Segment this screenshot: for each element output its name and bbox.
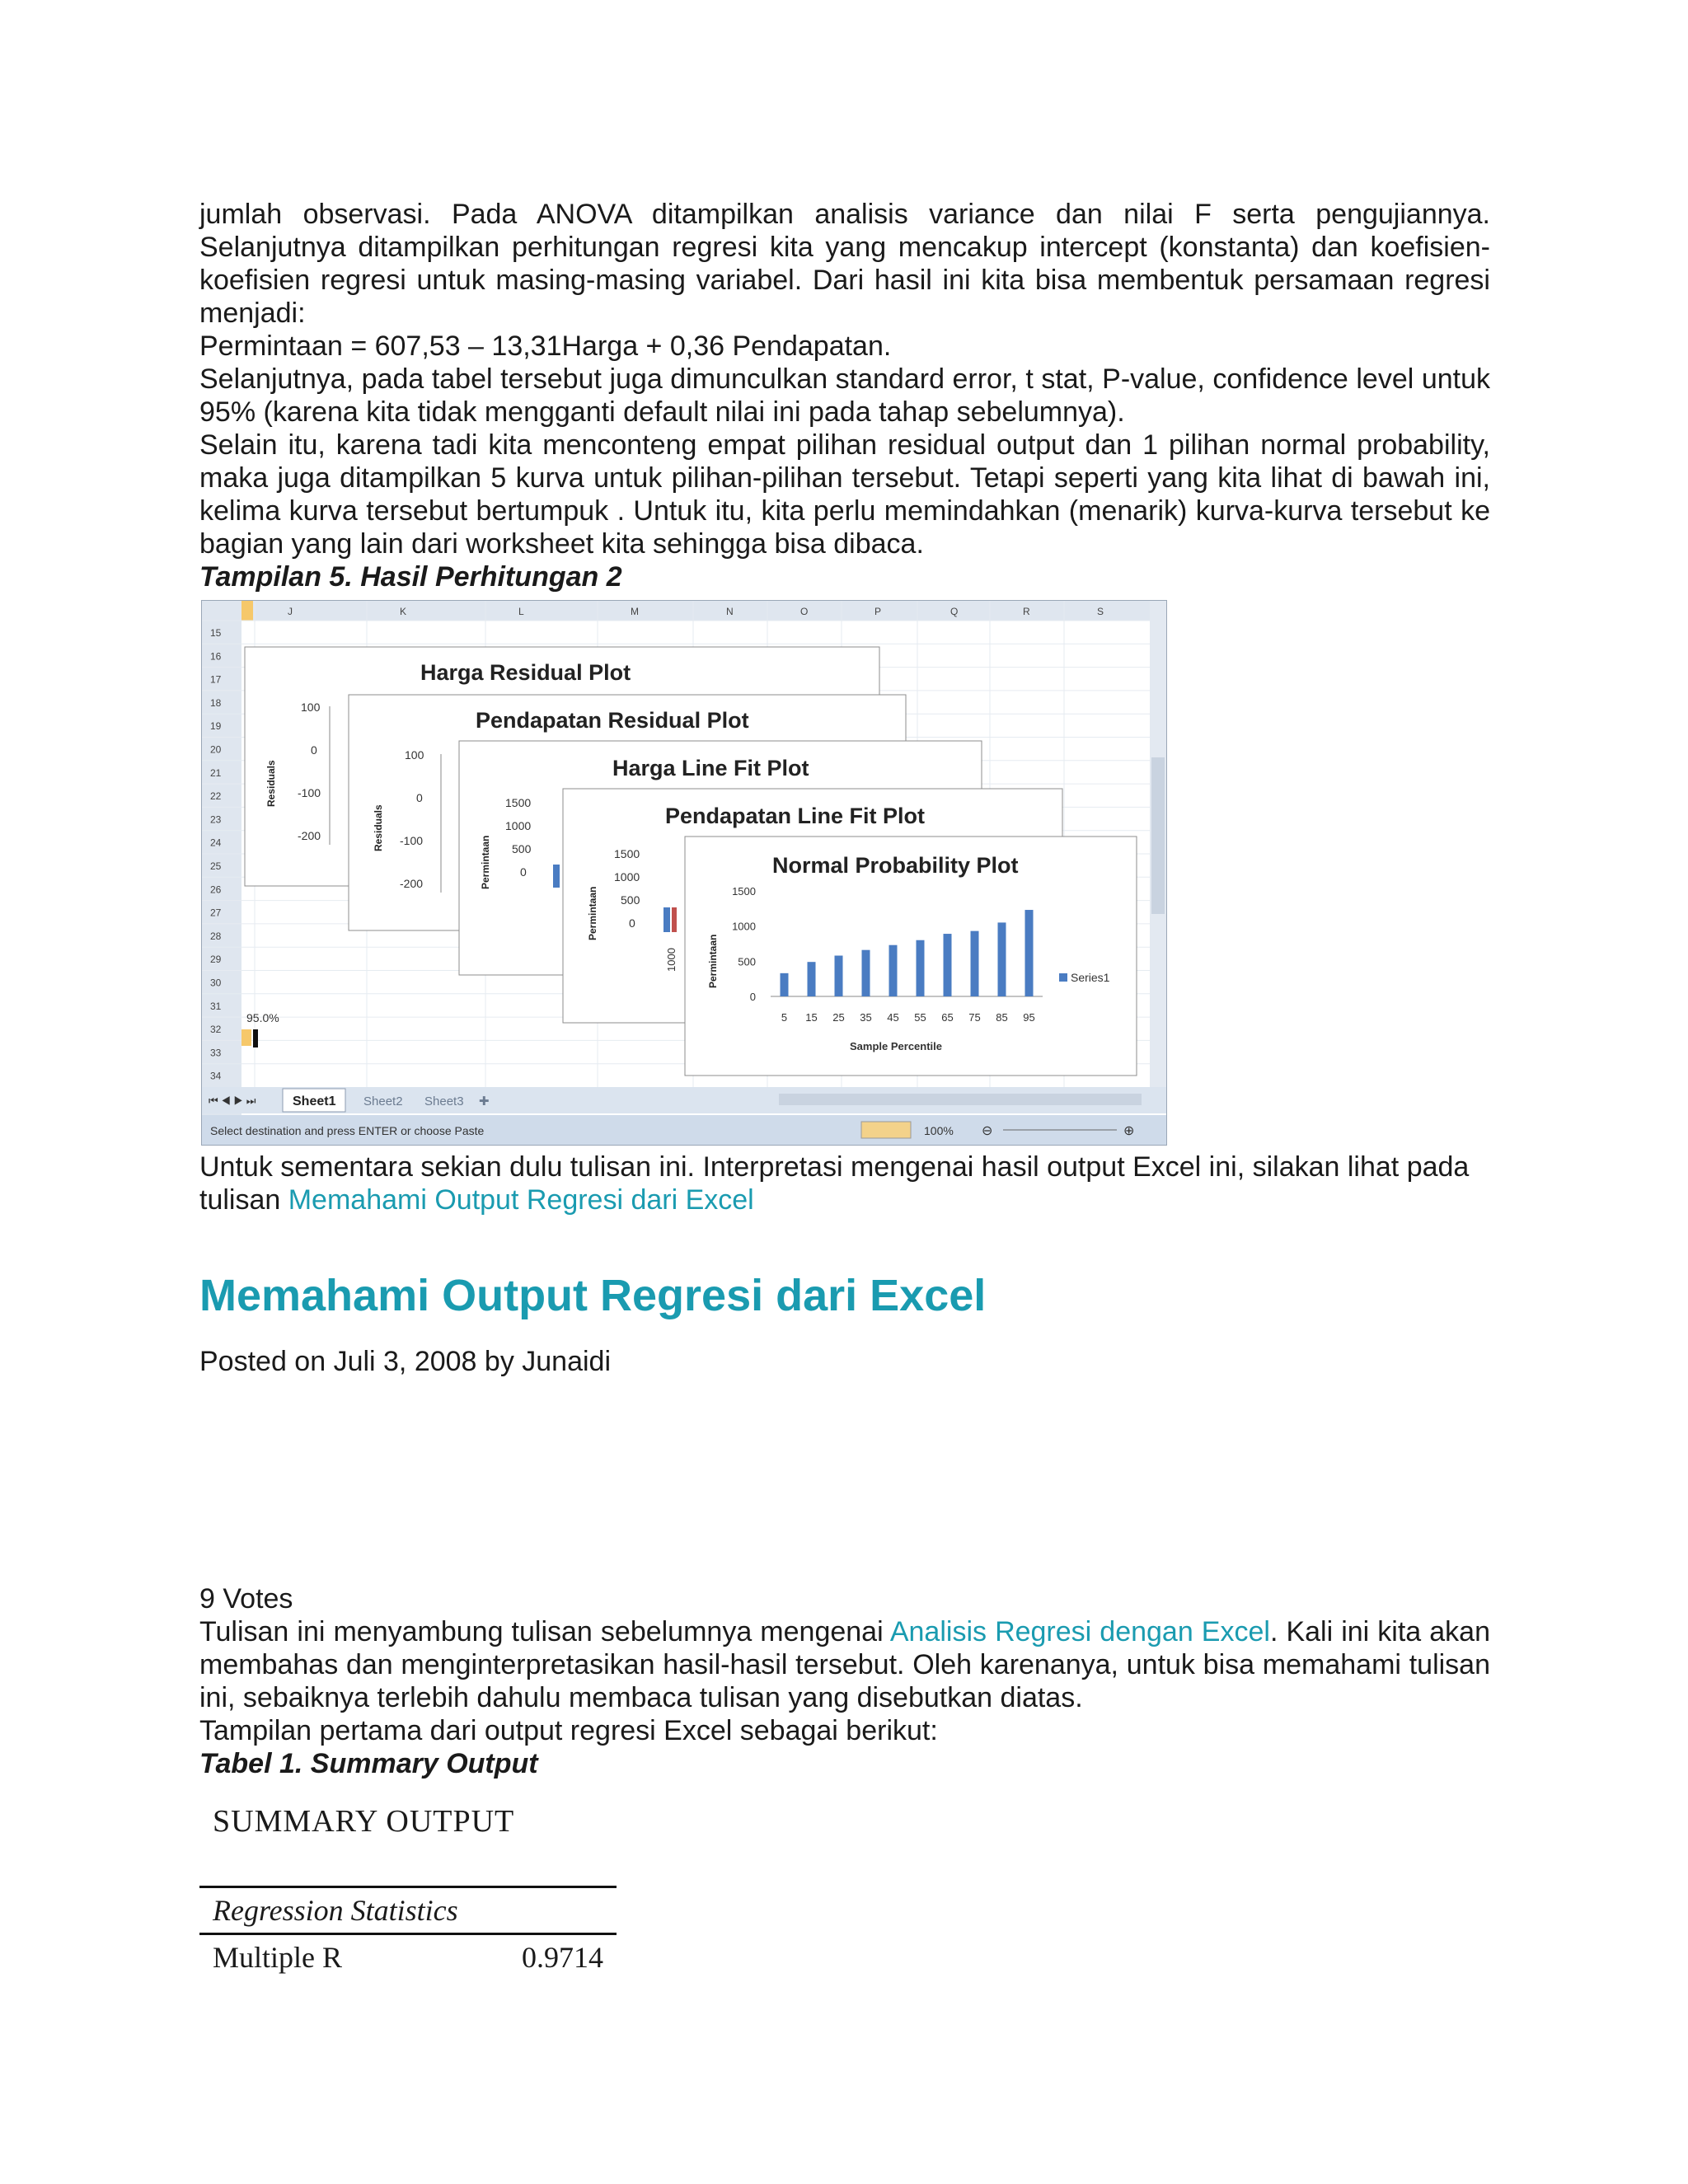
bar — [1025, 910, 1034, 996]
regression-statistics-header: Regression Statistics — [213, 1894, 458, 1927]
zoom-in-icon[interactable]: ⊕ — [1123, 1124, 1135, 1138]
column-header[interactable]: M — [631, 606, 639, 617]
paragraph: jumlah observasi. Pada ANOVA ditampilkan analisis variance dan nilai F serta pengujiannya. Selanjutnya ditampilkan perhitungan regresi kita yang mencakup intercept (konstanta) dan koefisien-koefisien regresi untuk masing-masing variabel. Dari hasil ini kita bisa membentuk persamaan regresi menjadi: — [199, 199, 1490, 329]
x-tick-label: 65 — [941, 1011, 954, 1024]
row-header[interactable]: 18 — [210, 696, 222, 709]
bar — [781, 973, 789, 996]
x-axis-label: Sample Percentile — [850, 1040, 942, 1052]
sheet-tab[interactable]: Sheet3 — [424, 1094, 464, 1108]
bar — [944, 934, 952, 996]
chart-title: Pendapatan Residual Plot — [476, 708, 749, 733]
bar — [835, 956, 843, 996]
scrollbar-thumb[interactable] — [1151, 757, 1165, 914]
y-tick-label: 500 — [738, 955, 756, 968]
column-header[interactable]: N — [726, 606, 734, 617]
horizontal-scrollbar[interactable] — [779, 1094, 1142, 1105]
column-header[interactable]: S — [1097, 606, 1104, 617]
tick-label: 1000 — [614, 870, 640, 883]
tick-label: -200 — [400, 877, 424, 890]
row-header[interactable]: 33 — [210, 1047, 222, 1059]
paragraph: Tampilan pertama dari output regresi Excel sebagai berikut: — [199, 1715, 938, 1746]
column-header[interactable]: L — [518, 606, 524, 617]
row-header[interactable]: 24 — [210, 837, 222, 849]
row-header[interactable]: 20 — [210, 743, 222, 756]
y-tick-label: 0 — [749, 991, 756, 1003]
row-header[interactable]: 21 — [210, 766, 222, 779]
row-header[interactable]: 22 — [210, 790, 222, 803]
legend-label: Series1 — [1071, 971, 1110, 984]
chart-title: Harga Residual Plot — [420, 660, 631, 685]
tick-label: 1000 — [665, 948, 678, 972]
table-caption: Tabel 1. Summary Output — [199, 1748, 538, 1779]
intro-text-block — [199, 198, 1490, 593]
bar — [971, 931, 979, 996]
tick-label: 500 — [621, 893, 640, 907]
closing-sentence: Untuk sementara sekian dulu tulisan ini. Interpretasi mengenai hasil output Excel ini, silakan lihat pada tulisan — [199, 1151, 1470, 1216]
bar — [808, 962, 816, 996]
row-header[interactable]: 26 — [210, 883, 222, 896]
legend-swatch — [1059, 973, 1067, 982]
zoom-out-icon[interactable]: ⊖ — [982, 1124, 993, 1138]
sheet-tab-active[interactable]: Sheet1 — [293, 1094, 336, 1108]
tick-label: -100 — [400, 834, 424, 847]
column-header[interactable]: R — [1023, 606, 1030, 617]
summary-heading: SUMMARY OUTPUT — [213, 1804, 515, 1839]
row-header[interactable]: 15 — [210, 627, 222, 639]
column-header[interactable]: K — [400, 606, 407, 617]
column-header[interactable]: J — [288, 606, 293, 617]
intro-text-continued: . Kali ini kita akan membahas dan menginterpretasikan hasil-hasil tersebut. Oleh karenanya, untuk bisa memahami tulisan ini, sebaiknya terlebih dahulu membaca tulisan yang disebutkan diatas. — [199, 1616, 1491, 1713]
tick-label: 100 — [301, 701, 321, 714]
tick-label: 0 — [416, 791, 423, 804]
tick-label: 0 — [629, 916, 635, 930]
x-tick-label: 45 — [887, 1011, 899, 1024]
post-title[interactable]: Memahami Output Regresi dari Excel — [199, 1271, 987, 1320]
row-header[interactable]: 17 — [210, 673, 222, 686]
row-value: 0.9714 — [522, 1941, 603, 1974]
x-tick-label: 55 — [914, 1011, 926, 1024]
insert-sheet-icon[interactable]: ✚ — [479, 1094, 490, 1108]
column-header[interactable]: Q — [950, 606, 959, 617]
active-cell[interactable] — [253, 1029, 258, 1047]
x-tick-label: 85 — [996, 1011, 1008, 1024]
bar — [917, 940, 925, 996]
cell-value: 95.0% — [246, 1011, 279, 1024]
memahami-output-link[interactable]: Memahami Output Regresi dari Excel — [288, 1184, 754, 1216]
post-meta: Posted on Juli 3, 2008 by Junaidi — [199, 1346, 612, 1377]
x-tick-label: 35 — [860, 1011, 872, 1024]
tick-label: -200 — [298, 829, 321, 842]
y-tick-label: 1500 — [732, 885, 756, 898]
analisis-regresi-link[interactable]: Analisis Regresi dengan Excel — [889, 1616, 1270, 1647]
status-text: Select destination and press ENTER or choose Paste — [210, 1124, 485, 1137]
x-tick-label: 25 — [832, 1011, 845, 1024]
post-body — [199, 1582, 1490, 1780]
row-header[interactable]: 31 — [210, 1000, 222, 1012]
chart-title: Pendapatan Line Fit Plot — [665, 804, 926, 828]
figure-caption: Tampilan 5. Hasil Perhitungan 2 — [199, 561, 622, 593]
row-header[interactable]: 23 — [210, 813, 222, 826]
row-header[interactable]: 16 — [210, 650, 222, 663]
axis-label: Residuals — [373, 804, 384, 851]
tick-label: 1000 — [505, 819, 532, 832]
row-header[interactable]: 19 — [210, 720, 222, 733]
summary-output-table — [199, 1797, 617, 1980]
axis-label: Permintaan — [707, 934, 719, 988]
row-header[interactable]: 32 — [210, 1024, 222, 1036]
post-header — [199, 1269, 1490, 1378]
regression-equation: Permintaan = 607,53 – 13,31Harga + 0,36 Pendapatan. — [199, 330, 892, 362]
column-header[interactable]: P — [874, 606, 882, 617]
tick-label: 100 — [405, 748, 424, 762]
tick-label: 1500 — [505, 796, 532, 809]
paragraph: Selanjutnya, pada tabel tersebut juga dimunculkan standard error, t stat, P-value, confidence level untuk 95% (karena kita tidak mengganti default nilai ini pada tahap sebelumnya). — [199, 363, 1490, 428]
sheet-nav-arrows[interactable]: ⏮ ◀ ▶ ⏭ — [209, 1094, 256, 1107]
view-buttons[interactable] — [861, 1122, 911, 1138]
tick-label: 0 — [520, 865, 527, 879]
axis-label: Permintaan — [587, 886, 598, 940]
tick-label: 0 — [311, 743, 317, 757]
bar — [998, 922, 1006, 996]
table-row — [199, 1935, 617, 1980]
bar — [862, 950, 870, 996]
row-header[interactable]: 28 — [210, 930, 222, 942]
tick-label: 500 — [512, 842, 532, 855]
chart-title: Harga Line Fit Plot — [612, 756, 809, 780]
row-header[interactable]: 25 — [210, 860, 222, 872]
column-header[interactable]: O — [800, 606, 809, 617]
axis-label: Residuals — [265, 760, 277, 807]
paragraph: Selain itu, karena tadi kita menconteng empat pilihan residual output dan 1 pilihan normal probability, maka juga ditampilkan 5 kurva untuk pilihan-pilihan tersebut. Tetapi seperti yang kita lihat di bawah ini, kelima kurva tersebut bertumpuk . Untuk itu, kita perlu memindahkan (menarik) kurva-kurva tersebut ke bagian yang lain dari worksheet kita sehingga bisa dibaca. — [199, 429, 1490, 560]
excel-screenshot — [201, 600, 1167, 1146]
chart-title: Normal Probability Plot — [772, 853, 1019, 878]
x-tick-label: 95 — [1023, 1011, 1035, 1024]
zoom-level: 100% — [924, 1124, 954, 1137]
closing-text — [199, 1151, 1490, 1216]
x-tick-label: 15 — [805, 1011, 818, 1024]
votes-count: 9 Votes — [199, 1583, 293, 1615]
excel-window — [202, 601, 1166, 1145]
row-header[interactable]: 34 — [210, 1070, 222, 1082]
intro-text: Tulisan ini menyambung tulisan sebelumnya mengenai — [199, 1616, 884, 1647]
tick-label: -100 — [298, 786, 321, 799]
tick-label: 1500 — [614, 847, 640, 860]
bar — [889, 945, 898, 996]
x-tick-label: 75 — [968, 1011, 981, 1024]
y-tick-label: 1000 — [732, 920, 756, 933]
axis-label: Permintaan — [480, 835, 491, 889]
row-label: Multiple R — [213, 1941, 343, 1974]
row-header[interactable]: 27 — [210, 907, 222, 919]
sheet-tab[interactable]: Sheet2 — [363, 1094, 403, 1108]
row-header[interactable]: 29 — [210, 954, 222, 966]
row-header[interactable]: 30 — [210, 977, 222, 989]
normal-probability-plot[interactable] — [685, 837, 1137, 1076]
x-tick-label: 5 — [781, 1011, 788, 1024]
